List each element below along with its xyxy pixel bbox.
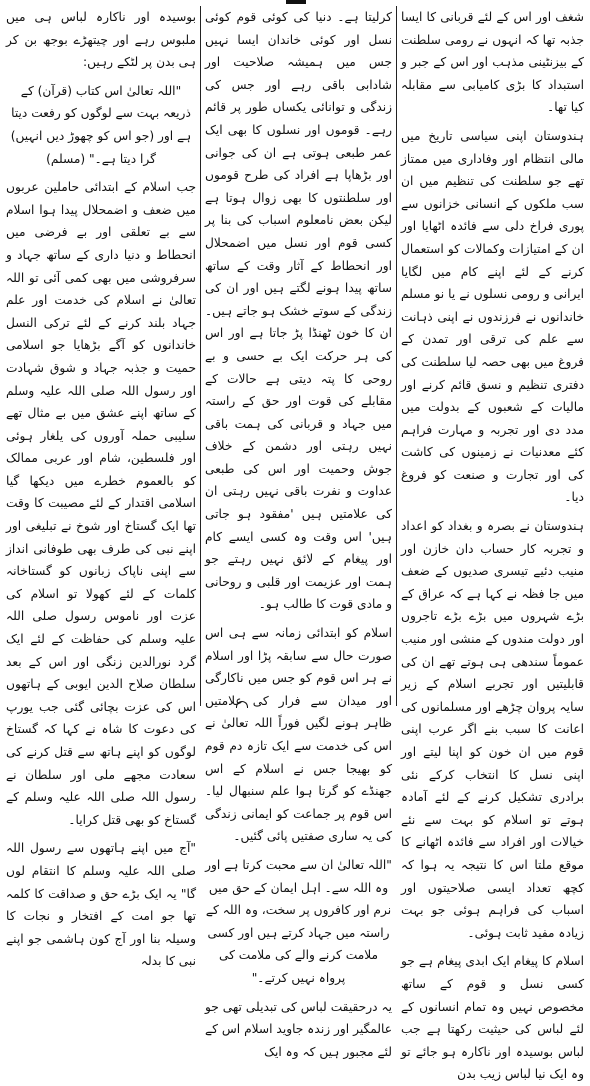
column-divider-left <box>200 6 201 706</box>
article-column-right <box>401 6 584 1082</box>
paragraph: اسلام کا پیغام ایک ابدی پیغام ہے جو کسی نسل و قوم کے ساتھ مخصوص نہیں وہ تمام انسانوں کے لئے لباس کی حیثیت رکھتا ہے جب لباس بوسیدہ اور ناکارہ ہو جائے تو وہ ایک نیا لباس زیب بدن <box>401 954 584 1082</box>
paragraph: بوسیدہ اور ناکارہ لباس ہی میں ملبوس رہے اور چیتھڑے بوجھ بن کر ہی بدن پر لٹکے رہیں: <box>6 10 196 70</box>
top-page-mark <box>286 0 306 4</box>
page-number-mark <box>236 701 248 708</box>
paragraph: یہ درحقیقت لباس کی تبدیلی تھی جو عالمگیر اور زندہ جاوید اسلام اس کے لئے مجبور ہیں کہ وہ ایک <box>205 999 392 1059</box>
article-column-left <box>6 6 196 969</box>
paragraph: ہندوستان اپنی سیاسی تاریخ میں مالی انتظام اور وفاداری میں ممتاز تھے جو سلطنت کی تنظیم میں ان سب ملکوں کے انسانی خزانوں سے پوری فراخ دلی سے فائدہ اٹھایا اور ان کے امتیازات وکمالات کو استعمال کرنے کے لئے اپنے کام میں لگایا ایرانی و رومی نسلوں نے یا نو مسلم خاندانوں نے فرزندوں نے اپنی ذہانت سے علم کی ترقی اور تمدن کے فروغ میں بھی حصہ لیا سلطنت کی دفتری تنظیم و نسق قائم کرنے اور مالیات کے شعبوں کے بدولت میں مدد دی اور تجربہ و مہارت فراہم کئے معدنیات نے زمینوں کی کاشت کی اور تجارت و صنعت کو فروغ دیا۔ <box>401 128 584 505</box>
paragraph: جب اسلام کے ابتدائی حاملین عربوں میں ضعف و اضمحلال پیدا ہوا اسلام سے بے تعلقی اور بے فرضی میں انحطاط و دنیا داری کے ساتھ جہاد و سرفروشی میں بھی کمی آئی تو اللہ تعالیٰ نے اسلام کی خدمت اور علم جہاد بلند کرنے کے لئے ترکی النسل خاندانوں کو آگے بڑھایا جو اسلامی حمیت و جذبہ جہاد و شوق شہادت اور رسول اللہ صلی اللہ علیہ وسلم کے ساتھ اپنے عشق میں بے مثال تھے سلیبی حملہ آوروں کی یلغار ہوئی اور فلسطین، شام اور عربی ممالک کو بالعموم خطرے میں دیکھا گیا اسلامی اقتدار کے لئے مصیبت کا وقت تھا ایک گستاخ اور شوخ نے تبلیغی اور اپنے نبی کی طرف بھی طوفانی انداز سے اپنی ناپاک زبانوں کو گستاخانہ کلمات کے لئے کھولا تو اسلام کی عزت اور ناموس رسول صلی اللہ علیہ وسلم کی حفاظت کے لئے ایک گرد نورالدین زنگی اور اس کے بعد سلطان صلاح الدین ایوبی کے ہاتھوں اس کی عزت بچائی گئی جب یورپ کی دعوت کا شاہ نے کہا کہ گستاخ لوگوں کو اپنے ہاتھ سے قتل کرنے کی سعادت مجھے ملی اور سلطان نے رسول اللہ صلی اللہ علیہ وسلم کے گستاخ کو بھی قتل کرایا۔ <box>6 180 196 827</box>
article-column-middle <box>205 6 392 1059</box>
paragraph: اسلام کو ابتدائی زمانہ سے ہی اس صورت حال سے سابقہ پڑا اور اسلام نے ہر اس قوم کو جس میں ناکارگی اور میدان سے فرار کی علامتیں ظاہر ہونے لگیں فوراً اللہ تعالیٰ نے اس کی خدمت سے ایک تازہ دم قوم کو بھیجا جس نے اسلام کے اس جھنڈے کو گرتا ہوا علم سنبھال لیا۔ اس قوم پر جماعت کو ایمانی زندگی کی یہ ساری صفتیں پائی گئیں۔ <box>205 626 392 844</box>
column-divider-right <box>396 6 397 706</box>
paragraph: "آج میں اپنے ہاتھوں سے رسول اللہ صلی اللہ علیہ وسلم کا انتقام لوں گا" یہ ایک بڑے حق و صداقت کا کلمہ تھا جو امت کے افتخار و نجات کا وسیلہ بنا اور آج کون ہاشمی جو اپنے نبی کا بدلہ <box>6 841 196 969</box>
paragraph: کرلیتا ہے۔ دنیا کی کوئی قوم کوئی نسل اور کوئی خاندان ایسا نہیں جس میں ہمیشہ صلاحیت اور شادابی باقی رہے اور جس کی زندگی و توانائی یکساں طور پر قائم رہے۔ قوموں اور نسلوں کا بھی ایک عمر طبعی ہوتی ہے ان کی جوانی اور بڑھاپا ہے افراد کی طرح قوموں اور سلطنتوں کا بھی زوال ہوتا ہے لیکن بعض نامعلوم اسباب کی بنا پر کسی قوم اور نسل میں اضمحلال اور انحطاط کے آثار وقت کے ساتھ ساتھ پیدا ہونے لگتے ہیں اور ان کی زندگی کے سوتے خشک ہو جاتے ہیں۔ ان کا خون ٹھنڈا پڑ جاتا ہے اور اس کی ہر حرکت ایک بے حسی و بے روحی کا پتہ دیتی ہے حالات کے مقابلے کی قوت اور حق کے راستہ میں جہاد و قربانی کی ہمت باقی نہیں رہتی اور دشمن کے خلاف جوش وحمیت اور اس کی طبعی عداوت و نفرت باقی نہیں رہتی ان کی علامتیں ہیں 'مفقود ہو جاتی ہیں' اس وقت وہ کسی ایسے کام اور پیغام کے لائق نہیں رہتے جو ہمت اور عزیمت اور قلبی و روحانی و مادی قوت کا طالب ہو۔ <box>205 10 392 612</box>
paragraph: ہندوستان نے بصرہ و بغداد کو اعداد و تجربہ کار حساب دان خازن اور منیب دئیے تیسری صدیوں کے ضعف میں جا فظہ نے کہا ہے کہ عراق کے بڑے شہروں میں بڑے بڑے تاجروں اور دولت مندوں کے منشی اور منیب عموماً سندھی ہی ہوتے تھے ان کی قابلیتیں اور تجربے اسلام کے زیر سایہ پروان چڑھے اور مسلمانوں کی اعانت کا سبب بنے اگر عرب اپنی قوم میں ان خون کو اپنا لیتے اور اپنی نسل کا انتخاب کرکے نئی برادری تشکیل کرنے کے لئے آمادہ ہوتے تو اسلام کو بہت سے نئے خیالات اور افراد سے فائدہ اٹھانے کا موقع ملتا اس کا نتیجہ یہ ہوا کہ کچھ تعداد ایسی صلاحیتوں اور اسباب کی فراہم ہوئی جو بہت زیادہ مفید ثابت ہوئی۔ <box>401 519 584 940</box>
quoted-hadith: "اللہ تعالیٰ اس کتاب (قرآن) کے ذریعہ بہت سے لوگوں کو رفعت دیتا ہے اور (جو اس کو چھوڑ دیں انہیں) گرا دیتا ہے۔" (مسلم) <box>10 83 192 166</box>
quoted-verse: "اللہ تعالیٰ ان سے محبت کرتا ہے اور وہ اللہ سے۔ اہل ایمان کے حق میں نرم اور کافروں پر سخت، وہ اللہ کے راستہ میں جہاد کرتے ہیں اور کسی ملامت کرنے والے کی ملامت کی پرواہ نہیں کرتے۔" <box>205 857 392 985</box>
paragraph: شغف اور اس کے لئے قربانی کا ایسا جذبہ تھا کہ انہوں نے رومی سلطنت کے بیزنٹینی مذہب اور اس کے جبر و استبداد کا بڑی کامیابی سے مقابلہ کیا تھا۔ <box>401 10 584 115</box>
